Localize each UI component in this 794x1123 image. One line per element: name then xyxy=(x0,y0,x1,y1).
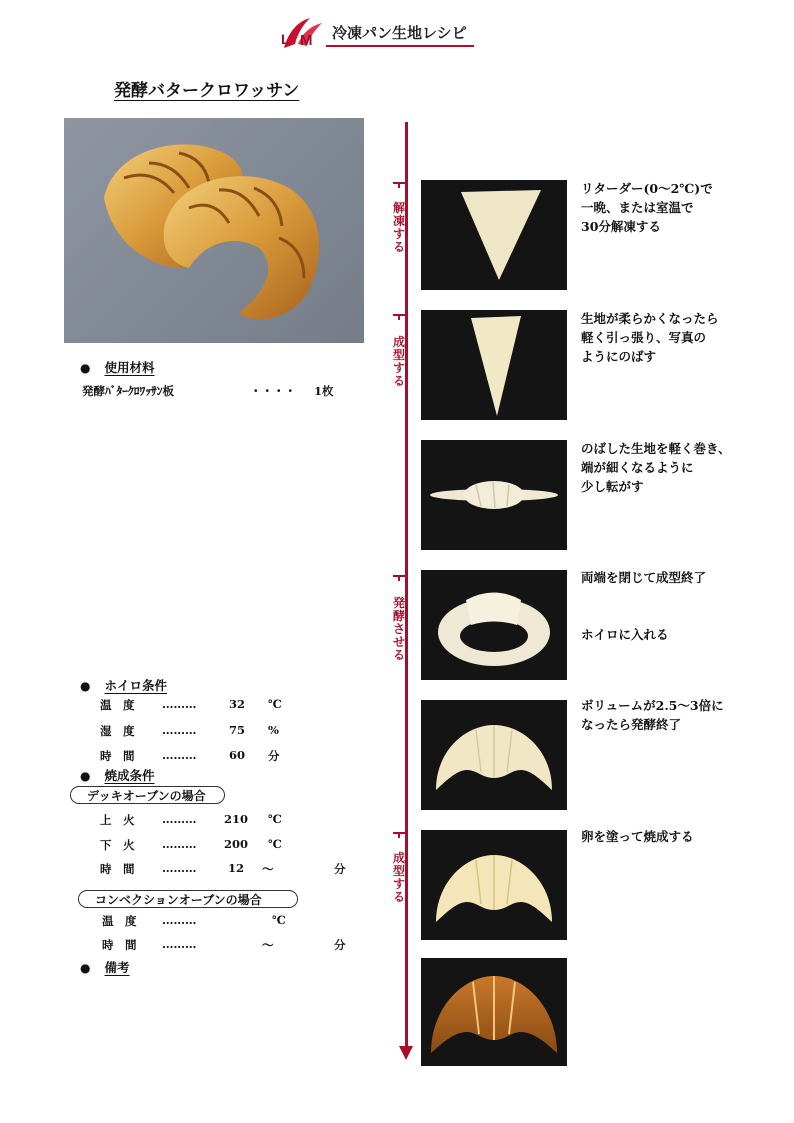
step-text: 両端を閉じて成型終了 ホイロに入れる xyxy=(581,570,707,642)
deck-row-unit: ℃ xyxy=(268,812,282,826)
bake-heading: ● 焼成条件 xyxy=(80,768,155,783)
material-item-name: 発酵ﾊﾞﾀｰｸﾛﾜｯｻﾝ板 xyxy=(82,384,174,398)
page-title: 発酵バタークロワッサン xyxy=(114,81,300,101)
deck-row-label: 上 火 xyxy=(100,813,135,827)
step-photo-closed xyxy=(421,570,567,680)
deck-oven-label: デッキオーブンの場合 xyxy=(70,786,225,804)
timeline-tick xyxy=(393,182,405,184)
convection-row-dots: ……… xyxy=(162,937,197,951)
step-text: 卵を塗って焼成する xyxy=(581,829,694,844)
proof-row-value: 32 xyxy=(229,697,246,711)
deck-row-value: 12 xyxy=(228,861,245,875)
proof-row-label: 時 間 xyxy=(100,749,135,763)
convection-row-tilde: ～ xyxy=(262,938,274,952)
logo-lettering: L xyxy=(281,31,290,47)
proof-row-value: 75 xyxy=(229,723,246,737)
step-text: のばした生地を軽く巻き、 端が細くなるように 少し転がす xyxy=(581,441,731,494)
brand-title: 冷凍パン生地レシピ xyxy=(332,24,467,42)
timeline-label-ferment: 発酵させる xyxy=(392,596,405,662)
main-croissant-photo xyxy=(64,118,364,343)
step-photo-thaw xyxy=(421,180,567,290)
step-text: リターダー(0～2℃)で 一晩、または室温で 30分解凍する xyxy=(581,181,713,234)
convection-row-label: 温 度 xyxy=(102,914,137,928)
bullet-icon: ● xyxy=(80,679,91,693)
timeline-label-shape: 成型する xyxy=(392,335,405,388)
deck-row-dots: ……… xyxy=(162,861,197,875)
deck-row-value: 200 xyxy=(224,837,249,851)
timeline-tick xyxy=(393,575,405,577)
proof-row-label: 温 度 xyxy=(100,698,135,712)
convection-row-unit: 分 xyxy=(334,938,346,952)
proof-row-dots: ……… xyxy=(162,697,197,711)
timeline-tick xyxy=(393,314,405,316)
notes-heading: ● 備考 xyxy=(80,960,130,975)
deck-row-unit: 分 xyxy=(334,862,346,876)
deck-row-dots: ……… xyxy=(162,812,197,826)
convection-row-dots: ……… xyxy=(162,913,197,927)
timeline-tick xyxy=(393,832,405,834)
deck-row-value: 210 xyxy=(224,812,249,826)
svg-text:M: M xyxy=(300,32,313,49)
proof-row-unit: % xyxy=(268,723,279,737)
bullet-icon: ● xyxy=(80,769,91,783)
proof-row-dots: ……… xyxy=(162,723,197,737)
deck-row-dots: ……… xyxy=(162,837,197,851)
deck-row-label: 時 間 xyxy=(100,862,135,876)
proof-row-unit: ℃ xyxy=(268,697,282,711)
convection-row-unit: ℃ xyxy=(272,913,286,927)
material-item-dots: ・・・・ xyxy=(250,384,296,398)
convection-row-label: 時 間 xyxy=(102,938,137,952)
material-item-qty: 1枚 xyxy=(314,384,334,398)
step-photo-fermented xyxy=(421,700,567,810)
proof-row-label: 湿 度 xyxy=(100,724,135,738)
step-text: ボリュームが2.5～3倍に なったら発酵終了 xyxy=(581,698,724,732)
timeline-label-shape-2: 成型する xyxy=(392,851,405,904)
proof-row-dots: ……… xyxy=(162,748,197,762)
step-photo-egg-wash xyxy=(421,830,567,940)
deck-row-unit: ℃ xyxy=(268,837,282,851)
deck-row-tilde: ～ xyxy=(262,862,274,876)
deck-row-label: 下 火 xyxy=(100,838,135,852)
timeline-line xyxy=(405,122,408,1050)
bullet-icon: ● xyxy=(80,961,91,975)
step-photo-baked xyxy=(421,958,567,1066)
croissant-front xyxy=(164,176,319,319)
materials-heading: ● 使用材料 xyxy=(80,360,155,375)
proof-row-value: 60 xyxy=(229,748,246,762)
proof-row-unit: 分 xyxy=(268,749,280,763)
step-text: 生地が柔らかくなったら 軽く引っ張り、写真の ようにのばす xyxy=(581,311,719,364)
proof-heading: ● ホイロ条件 xyxy=(80,678,167,693)
timeline-arrow-icon xyxy=(399,1046,413,1060)
brand-underline xyxy=(326,45,474,47)
step-photo-roll xyxy=(421,440,567,550)
timeline-label-thaw: 解凍する xyxy=(392,201,405,254)
convection-oven-label: コンベクションオーブンの場合 xyxy=(78,890,298,908)
company-logo xyxy=(278,14,326,52)
bullet-icon: ● xyxy=(80,361,91,375)
step-photo-stretch xyxy=(421,310,567,420)
